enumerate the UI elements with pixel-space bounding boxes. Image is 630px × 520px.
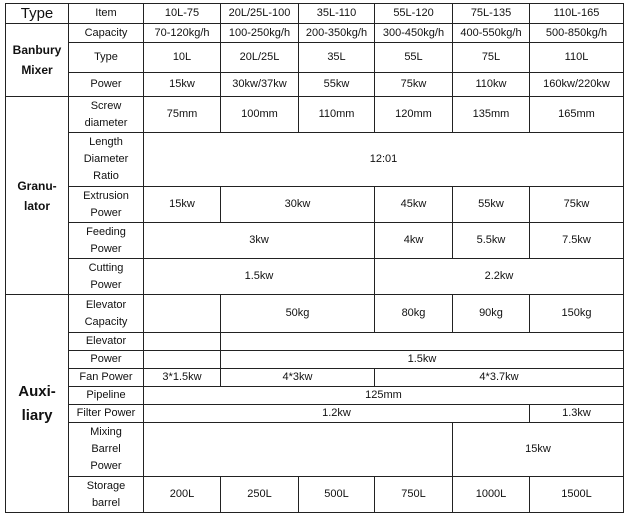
extrusion-power-row [6,187,624,223]
capacity-label: Capacity [69,24,144,43]
table-cell: 200-350kg/h [299,24,375,43]
table-cell: 5.5kw [453,223,530,259]
table-cell: 500-850kg/h [530,24,624,43]
table-cell: 1.3kw [530,405,624,423]
table-cell: 55L [375,43,453,73]
table-cell: 1.2kw [144,405,530,423]
model-header: 110L-165 [530,4,624,24]
table-cell: 110L [530,43,624,73]
table-cell: 55kw [299,73,375,97]
table-cell: 15kw [144,73,221,97]
table-cell: 80kg [375,295,453,333]
table-cell: 20L/25L [221,43,299,73]
cutting-power-row [6,259,624,295]
table-cell: 3*1.5kw [144,369,221,387]
table-cell: 70-120kg/h [144,24,221,43]
pipeline-label: Pipeline [69,387,144,405]
table-cell: 750L [375,477,453,513]
table-cell [221,333,624,351]
elevator-capacity-label: Elevator Capacity [69,295,144,333]
table-cell [144,351,221,369]
feeding-power-row [6,223,624,259]
storage-barrel-label: Storage barrel [69,477,144,513]
filter-power-label: Filter Power [69,405,144,423]
table-cell: 10L [144,43,221,73]
table-cell: 50kg [221,295,375,333]
table-cell: 4*3.7kw [375,369,624,387]
table-cell: 110kw [453,73,530,97]
table-cell: 75kw [375,73,453,97]
table-cell: 45kw [375,187,453,223]
table-cell: 75L [453,43,530,73]
table-cell: 400-550kg/h [453,24,530,43]
mixer-type-label: Type [69,43,144,73]
model-header: 55L-120 [375,4,453,24]
table-cell: 120mm [375,97,453,133]
screw-diameter-label: Screw diameter [69,97,144,133]
table-cell: 30kw/37kw [221,73,299,97]
header-row [6,4,624,24]
table-cell: 1.5kw [221,351,624,369]
pipeline-row [6,387,624,405]
table-cell: 30kw [221,187,375,223]
table-cell: 110mm [299,97,375,133]
table-cell: 100-250kg/h [221,24,299,43]
table-cell: 4*3kw [221,369,375,387]
table-cell: 165mm [530,97,624,133]
banbury-mixer-group-label: Banbury Mixer [6,24,69,97]
elevator-label: Elevator [69,333,144,351]
elevator-capacity-row [6,295,624,333]
table-cell: 500L [299,477,375,513]
table-cell: 4kw [375,223,453,259]
table-cell: 160kw/220kw [530,73,624,97]
table-cell: 300-450kg/h [375,24,453,43]
table-cell: 125mm [144,387,624,405]
table-cell: 1000L [453,477,530,513]
table-cell: 2.2kw [375,259,624,295]
filter-power-row [6,405,624,423]
table-cell: 3kw [144,223,375,259]
table-cell: 1.5kw [144,259,375,295]
table-cell [144,295,221,333]
table-cell: 15kw [144,187,221,223]
table-cell: 7.5kw [530,223,624,259]
capacity-row [6,24,624,43]
auxiliary-group-label: Auxi- liary [6,295,69,513]
extrusion-power-label: Extrusion Power [69,187,144,223]
granulator-group-label: Granu- lator [6,97,69,295]
table-cell: 75kw [530,187,624,223]
mixing-barrel-row [6,423,624,477]
storage-barrel-row [6,477,624,513]
type-header: Type [6,4,69,24]
model-header: 20L/25L-100 [221,4,299,24]
table-cell: 75mm [144,97,221,133]
table-cell: 100mm [221,97,299,133]
specification-table [5,3,624,513]
model-header: 10L-75 [144,4,221,24]
table-cell: 15kw [453,423,624,477]
table-cell: 55kw [453,187,530,223]
mixer-type-row [6,43,624,73]
mixer-power-row [6,73,624,97]
ratio-row [6,133,624,187]
mixing-barrel-label: Mixing Barrel Power [69,423,144,477]
table-cell [144,423,453,477]
fan-power-label: Fan Power [69,369,144,387]
table-cell: 1500L [530,477,624,513]
item-header: Item [69,4,144,24]
table-cell: 150kg [530,295,624,333]
table-cell: 12:01 [144,133,624,187]
elevator-row [6,333,624,351]
mixer-power-label: Power [69,73,144,97]
table-cell [144,333,221,351]
table-cell: 250L [221,477,299,513]
table-cell: 135mm [453,97,530,133]
ratio-label: Length Diameter Ratio [69,133,144,187]
cutting-power-label: Cutting Power [69,259,144,295]
spec-table-container [5,3,624,513]
table-cell: 200L [144,477,221,513]
table-cell: 90kg [453,295,530,333]
table-cell: 35L [299,43,375,73]
feeding-power-label: Feeding Power [69,223,144,259]
elevator-power-label: Power [69,351,144,369]
model-header: 75L-135 [453,4,530,24]
elevator-power-row [6,351,624,369]
model-header: 35L-110 [299,4,375,24]
screw-diameter-row [6,97,624,133]
fan-power-row [6,369,624,387]
